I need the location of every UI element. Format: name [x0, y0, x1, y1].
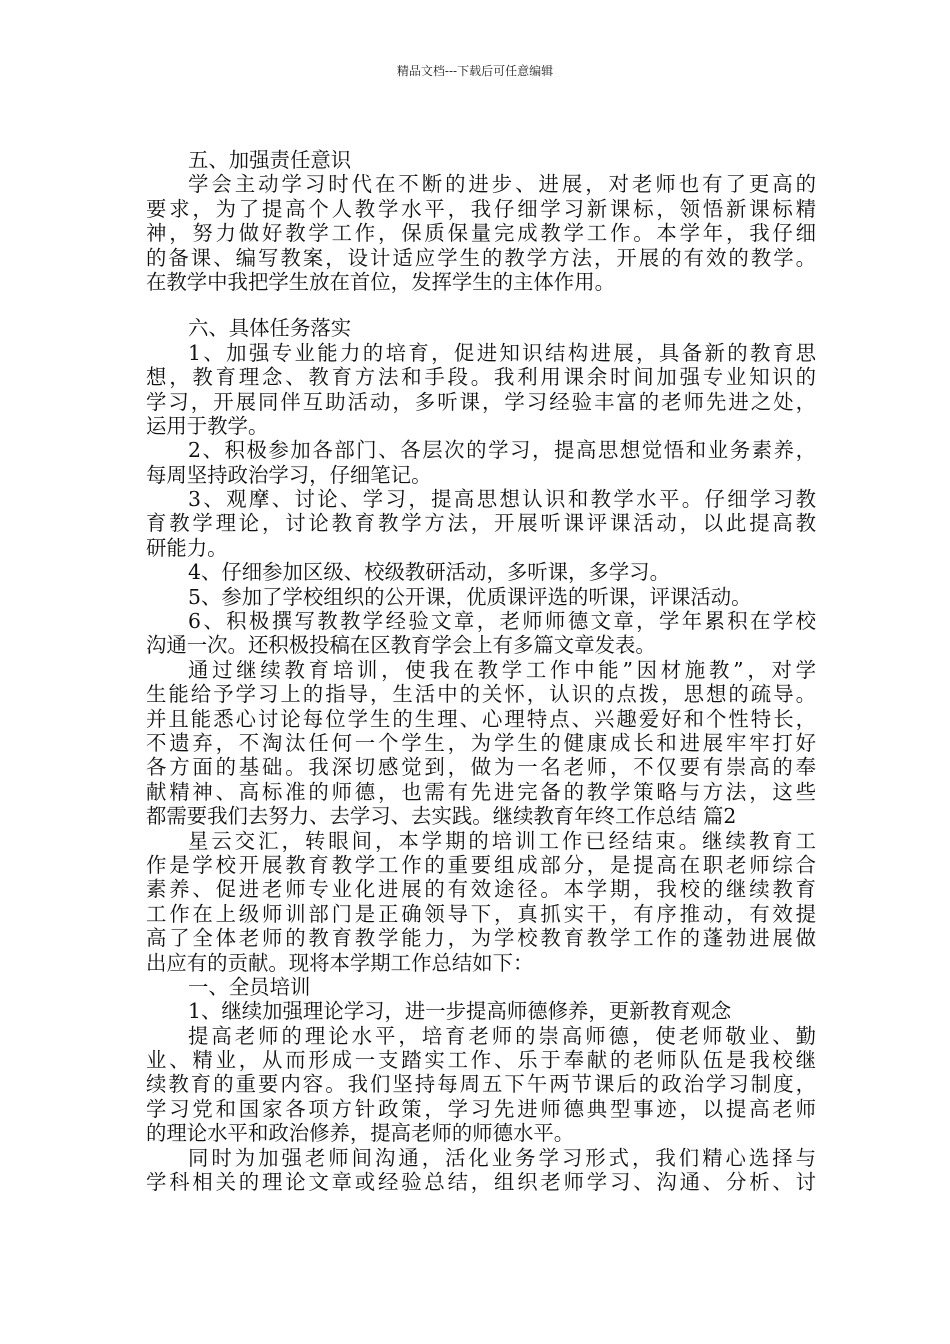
text-line: 运用于教学。	[146, 413, 269, 438]
paragraph-gap	[146, 294, 816, 316]
text-line: 续教育的重要内容。我们坚持每周五下午两节课后的政治学习制度，	[146, 1072, 816, 1097]
page-header: 精品文档---下载后可任意编辑	[396, 64, 554, 78]
text-line: 每周坚持政治学习，仔细笔记。	[146, 462, 432, 487]
text-line: 3、观摩、讨论、学习，提高思想认识和教学水平。仔细学习教	[188, 487, 816, 512]
text-line: 六、具体任务落实	[188, 316, 352, 341]
text-line: 高了全体老师的教育教学能力，为学校教育教学工作的蓬勃进展做	[146, 926, 816, 951]
document-body	[146, 148, 816, 1194]
text-line: 的理论水平和政治修养，提高老师的师德水平。	[146, 1121, 575, 1146]
text-line: 在教学中我把学生放在首位，发挥学生的主体作用。	[146, 269, 615, 294]
text-line: 并且能悉心讨论每位学生的生理、心理特点、兴趣爱好和个性特长，	[146, 706, 816, 731]
text-line: 4、仔细参加区级、校级教研活动，多听课，多学习。	[188, 560, 670, 585]
text-line: 通过继续教育培训，使我在教学工作中能”因材施教”，对学	[188, 657, 816, 682]
text-line: 提高老师的理论水平，培育老师的崇高师德，使老师敬业、勤	[188, 1023, 816, 1048]
text-line: 学习，开展同伴互助活动，多听课，学习经验丰富的老师先进之处，	[146, 389, 816, 414]
text-line: 同时为加强老师间沟通，活化业务学习形式，我们精心选择与	[188, 1145, 816, 1170]
text-line: 2、积极参加各部门、各层次的学习，提高思想觉悟和业务素养，	[188, 438, 816, 463]
text-line: 5、参加了学校组织的公开课，优质课评选的听课，评课活动。	[188, 584, 752, 609]
text-line: 生能给予学习上的指导，生活中的关怀，认识的点拨，思想的疏导。	[146, 682, 816, 707]
text-line: 1、继续加强理论学习，进一步提高师德修养，更新教育观念	[188, 999, 732, 1024]
text-line: 学习党和国家各项方针政策，学习先进师德典型事迹，以提高老师	[146, 1096, 816, 1121]
text-line: 都需要我们去努力、去学习、去实践。继续教育年终工作总结 篇2	[146, 804, 737, 829]
text-line: 要求，为了提高个人教学水平，我仔细学习新课标，领悟新课标精	[146, 196, 816, 221]
text-line: 学科相关的理论文章或经验总结，组织老师学习、沟通、分析、讨	[146, 1170, 816, 1195]
text-line: 不遗弃，不淘汰任何一个学生，为学生的健康成长和进展牢牢打好	[146, 730, 816, 755]
text-line: 业、精业，从而形成一支踏实工作、乐于奉献的老师队伍是我校继	[146, 1048, 816, 1073]
text-line: 的备课、编写教案，设计适应学生的教学方法，开展的有效的教学。	[146, 245, 816, 270]
text-line: 育教学理论，讨论教育教学方法，开展听课评课活动，以此提高教	[146, 511, 816, 536]
text-line: 素养、促进老师专业化进展的有效途径。本学期，我校的继续教育	[146, 877, 816, 902]
text-line: 各方面的基础。我深切感觉到，做为一名老师，不仅要有崇高的奉	[146, 755, 816, 780]
text-line: 1、加强专业能力的培育，促进知识结构进展，具备新的教育思	[188, 340, 816, 365]
text-line: 作是学校开展教育教学工作的重要组成部分，是提高在职老师综合	[146, 852, 816, 877]
text-line: 沟通一次。还积极投稿在区教育学会上有多篇文章发表。	[146, 633, 656, 658]
text-line: 研能力。	[146, 535, 228, 560]
text-line: 献精神、高标准的师德，也需有先进完备的教学策略与方法，这些	[146, 779, 816, 804]
text-line: 工作在上级师训部门是正确领导下，真抓实干，有序推动，有效提	[146, 901, 816, 926]
text-line: 神，努力做好教学工作，保质保量完成教学工作。本学年，我仔细	[146, 221, 816, 246]
text-line: 五、加强责任意识	[188, 148, 352, 172]
text-line: 6、积极撰写教教学经验文章，老师师德文章，学年累积在学校	[188, 609, 816, 634]
text-line: 星云交汇，转眼间，本学期的培训工作已经结束。继续教育工	[188, 828, 816, 853]
text-line: 一、全员培训	[188, 974, 311, 999]
text-line: 想，教育理念、教育方法和手段。我利用课余时间加强专业知识的	[146, 365, 816, 390]
text-line: 学会主动学习时代在不断的进步、进展，对老师也有了更高的	[188, 172, 816, 197]
text-line: 出应有的贡献。现将本学期工作总结如下：	[146, 950, 534, 975]
